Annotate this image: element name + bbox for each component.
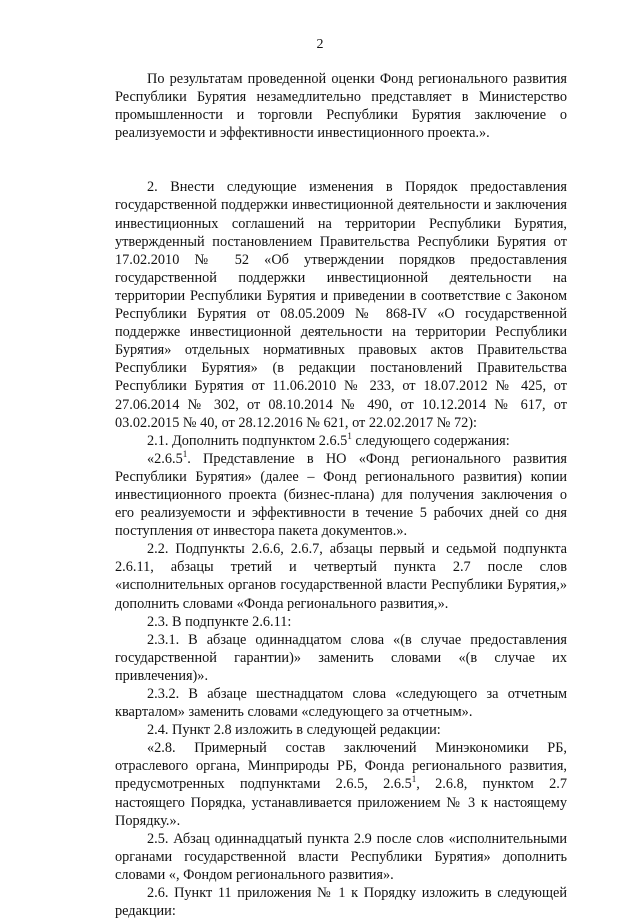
item-2-1-sup: 1 — [347, 430, 352, 441]
paragraph-conclusion: По результатам проведенной оценки Фонд регионального развития Республики Бурятия незамедлительно представляет в Министерство промышленности и торговли Республики Бурятия заключение о реализуемости и эффективности инвестиционного проекта.». — [115, 71, 567, 142]
document-body — [115, 70, 567, 920]
item-2-8-text-a: «2.8. Примерный состав заключений Минэкономики РБ, отраслевого органа, Минприроды РБ, Фонда регионального развития, предусмотренных подпунктами 2.6.5, 2.6.5 — [115, 740, 567, 793]
paragraph-item-2-3-1: 2.3.1. В абзаце одиннадцатом слова «(в случае предоставления государственной гарантии)» заменить словами «(в случае их привлечения)». — [115, 631, 567, 684]
paragraph-item-2-2: 2.2. Подпункты 2.6.6, 2.6.7, абзацы первый и седьмой подпункта 2.6.11, абзацы третий и четвертый пункта 2.7 после слов «исполнительных органов государственной власти Республики Бурятия,» дополнить словами «Фонда регионального развития,». — [115, 541, 567, 612]
item-2-6-5-1-text-a: «2.6.5 — [147, 450, 183, 467]
item-2-8-sup: 1 — [411, 774, 417, 785]
paragraph-gap — [115, 142, 567, 178]
item-2-1-text-b: следующего содержания: — [351, 432, 510, 449]
item-2-1-text-a: 2.1. Дополнить подпунктом 2.6.5 — [147, 432, 348, 449]
paragraph-item-2-4: 2.4. Пункт 2.8 изложить в следующей редакции: — [147, 722, 441, 739]
item-2-6-5-1-text-b: . Представление в НО «Фонд регионального развития Республики Бурятия» (далее – Фонд регионального развития) копии инвестиционного проекта (бизнес-плана) для получения заключения о его реализуемости и эффективности в течение 5 рабочих дней со дня поступления от инвестора пакета документов.». — [115, 450, 567, 540]
item-2-8-text-b: , 2.6.8, пунктом 2.7 настоящего Порядка, устанавливается приложением № 3 к настоящему Порядку.». — [115, 776, 567, 829]
page-number: 2 — [316, 37, 324, 52]
paragraph-item-2-3-2: 2.3.2. В абзаце шестнадцатом слова «следующего за отчетным кварталом» заменить словами «следующего за отчетным». — [115, 686, 567, 721]
paragraph-item-2-3: 2.3. В подпункте 2.6.11: — [147, 613, 292, 630]
item-2-6-5-1-sup: 1 — [182, 449, 188, 460]
paragraph-item-2: 2. Внести следующие изменения в Порядок предоставления государственной поддержки инвестиционной деятельности и заключения инвестиционных соглашений на территории Республики Бурятия, утвержденный постановлением Правительства Республики Бурятия от 17.02.2010 № 52 «Об утверждении порядков предоставления государственной поддержки инвестиционной деятельности на территории Республики Бурятия и приведении в соответствие с Законом Республики Бурятия от 08.05.2009 № 868-IV «О государственной поддержке инвестиционной деятельности на территории Республики Бурятия» отдельных нормативных правовых актов Правительства Республики Бурятия» (в редакции постановлений Правительства Республики Бурятия от 11.06.2010 № 233, от 18.07.2012 № 425, от 27.06.2014 № 302, от 08.10.2014 № 490, от 10.12.2014 № 617, от 03.02.2015 № 40, от 28.12.2016 № 621, от 22.02.2017 № 72): — [115, 179, 567, 431]
paragraph-item-2-1 — [115, 432, 567, 450]
paragraph-item-2-6: 2.6. Пункт 11 приложения № 1 к Порядку изложить в следующей редакции: — [115, 885, 567, 920]
paragraph-item-2-6-5-1 — [115, 450, 567, 540]
paragraph-item-2-8 — [115, 739, 567, 829]
paragraph-item-2-5: 2.5. Абзац одиннадцатый пункта 2.9 после слов «исполнительными органами государственной власти Республики Бурятия» дополнить словами «, Фондом регионального развития». — [115, 830, 567, 883]
